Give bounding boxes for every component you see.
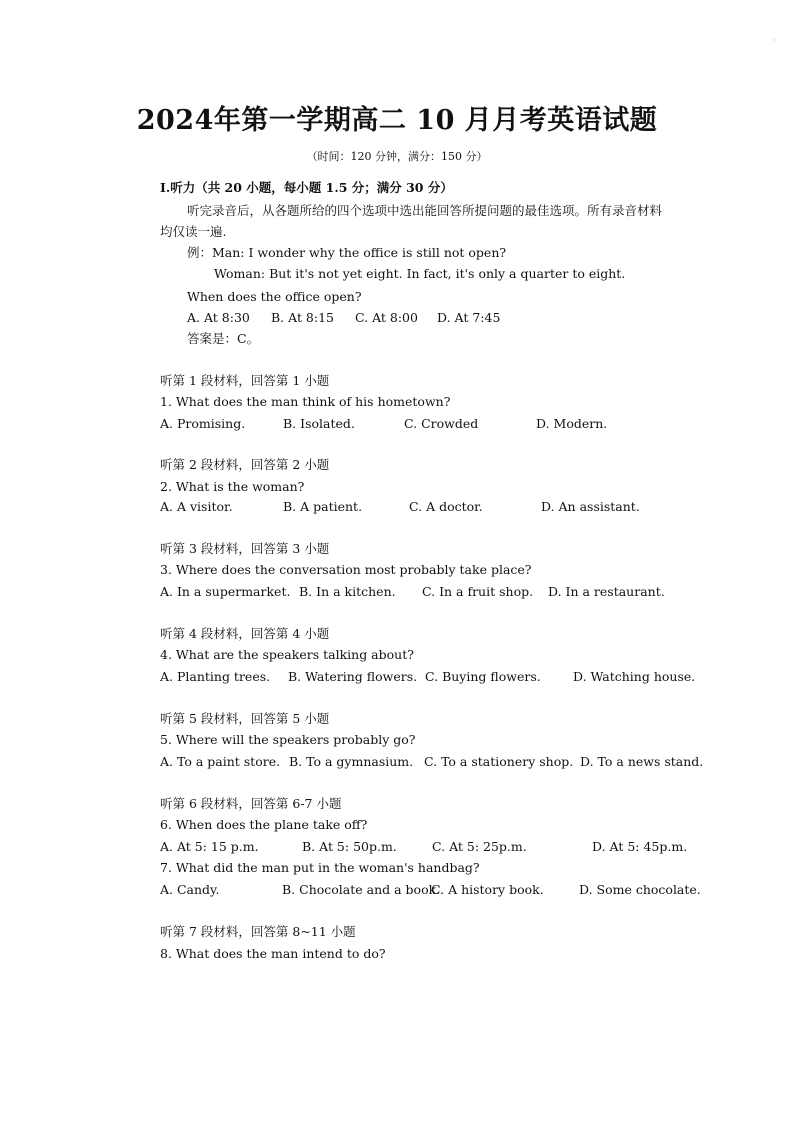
question: 3. Where does the conversation most probably take place? [160, 562, 532, 577]
option: A. A visitor. [160, 499, 233, 514]
option: C. Crowded [404, 416, 479, 431]
option: B. A patient. [283, 499, 363, 514]
option: C. A doctor. [409, 499, 483, 514]
example-option: D. At 7:45 [437, 310, 501, 325]
exam-subtitle: （时间：120 分钟，满分：150 分） [306, 150, 488, 163]
option: B. Watering flowers. [288, 669, 418, 684]
example-question: When does the office open? [187, 289, 362, 304]
question: 1. What does the man think of his hometown? [160, 394, 451, 409]
section-heading: I.听力（共 20 小题，每小题 1.5 分；满分 30 分） [160, 180, 453, 195]
question: 2. What is the woman? [160, 479, 305, 494]
part-header: 听第 7 段材料，回答第 8~11 小题 [160, 924, 356, 939]
part-header: 听第 1 段材料，回答第 1 小题 [160, 373, 330, 388]
question: 6. When does the plane take off? [160, 817, 368, 832]
option: A. Planting trees. [160, 669, 271, 684]
question: 7. What did the man put in the woman's handbag? [160, 860, 480, 875]
exam-title: 2024年第一学期高二 10 月月考英语试题 [136, 105, 658, 136]
question: 5. Where will the speakers probably go? [160, 732, 416, 747]
option: C. In a fruit shop. [422, 584, 534, 599]
example-option: B. At 8:15 [271, 310, 335, 325]
part-header: 听第 2 段材料，回答第 2 小题 [160, 457, 330, 472]
option: B. To a gymnasium. [289, 754, 414, 769]
part-header: 听第 6 段材料，回答第 6-7 小题 [160, 796, 342, 811]
option: D. Modern. [536, 416, 608, 431]
option: D. An assistant. [541, 499, 640, 514]
question: 8. What does the man intend to do? [160, 946, 386, 961]
example-option: A. At 8:30 [187, 310, 250, 325]
part-header: 听第 5 段材料，回答第 5 小题 [160, 711, 330, 726]
option: D. To a news stand. [580, 754, 704, 769]
example-option: C. At 8:00 [355, 310, 418, 325]
option: A. To a paint store. [160, 754, 281, 769]
option: C. At 5: 25p.m. [432, 839, 527, 854]
option: A. At 5: 15 p.m. [160, 839, 259, 854]
option: B. In a kitchen. [299, 584, 396, 599]
option: D. At 5: 45p.m. [592, 839, 688, 854]
example-line-2: Woman: But it's not yet eight. In fact, it's only a quarter to eight. [214, 266, 626, 281]
part-header: 听第 4 段材料，回答第 4 小题 [160, 626, 330, 641]
example-answer: 答案是：C。 [187, 331, 260, 346]
instructions-line-1: 听完录音后，从各题所给的四个选项中选出能回答所提问题的最佳选项。所有录音材料 [187, 203, 663, 218]
option: D. Some chocolate. [579, 882, 701, 897]
option: A. Candy. [160, 882, 220, 897]
option: D. Watching house. [573, 669, 696, 684]
option: A. In a supermarket. [160, 584, 291, 599]
part-header: 听第 3 段材料，回答第 3 小题 [160, 541, 330, 556]
example-line-1: 例：Man: I wonder why the office is still not open? [187, 245, 507, 260]
option: A. Promising. [160, 416, 246, 431]
option: B. At 5: 50p.m. [302, 839, 397, 854]
option: C. To a stationery shop. [424, 754, 574, 769]
option: C. A history book. [431, 882, 544, 897]
option: B. Isolated. [283, 416, 355, 431]
option: C. Buying flowers. [425, 669, 541, 684]
option: D. In a restaurant. [548, 584, 665, 599]
scan-speck: · [773, 36, 776, 45]
question: 4. What are the speakers talking about? [160, 647, 414, 662]
option: B. Chocolate and a book. [282, 882, 441, 897]
instructions-line-2: 均仅读一遍. [160, 224, 227, 239]
